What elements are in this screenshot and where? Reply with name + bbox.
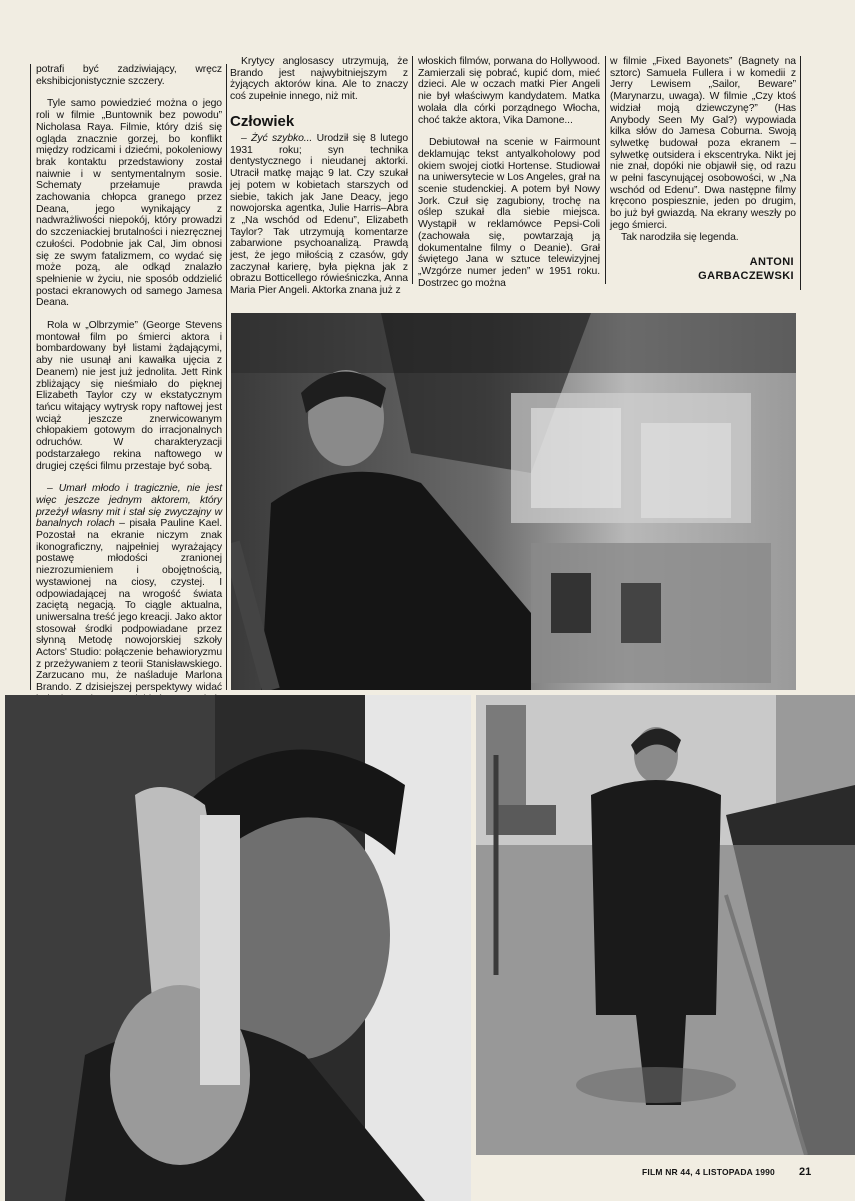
- author-first-name: ANTONI: [749, 256, 794, 268]
- author-last-name: GARBACZEWSKI: [698, 270, 794, 282]
- article-column-4: [610, 56, 796, 243]
- quote: – Umarł młodo i tragicznie, nie jest więc jeszcze jednym aktorem, który przeżył własny mit i stał się zwyczajny w banalnych rolach: [36, 483, 222, 530]
- column-rule: [605, 56, 606, 284]
- photo-image: [476, 695, 855, 1155]
- paragraph: Tak narodziła się legenda.: [621, 231, 739, 243]
- magazine-footer: FILM NR 44, 4 LISTOPADA 1990: [642, 1167, 775, 1177]
- paragraph: w filmie „Fixed Bayonets” (Bagnety na sztorc) Samuela Fullera i w komedii z Jerry Lewisem „Sailor, Beware” (Marynarzu, uwaga). W filmie „Czy ktoś widział moją dziewczynę?” (Has Anybody Seen My Gal?) wypowiada kilka słów do Jamesa Coburna. Swoją sylwetkę budował poza ekranem – sylwetkę outsidera i ekscentryka. Nikt jej nie znał, dopóki nie objawił się, od razu w pełni fascynującej osobowości, w „Na wschód od Edenu”. Dwa następne filmy kręcono pospiesznie, jeden po drugim, bo już był gwiazdą. Na ekrany weszły po jego śmierci.: [610, 56, 796, 231]
- james-dean-closeup-photo: [5, 695, 471, 1201]
- article-column-1: [36, 64, 222, 729]
- james-dean-times-square-photo: [476, 695, 855, 1155]
- paragraph: Krytycy anglosascy utrzymują, że Brando jest najwybitniejszym z żyjących aktorów kina. Ale to znaczy coś zupełnie innego, niż mit.: [230, 56, 408, 103]
- paragraph: Debiutował na scenie w Fairmount deklamując tekst antyalkoholowy pod okiem swojej ciotki Hortense. Studiował na uniwersytecie w Los Angeles, grał na scenie studenckiej. A potem był Nowy Jork. Czuł się zagubiony, trochę na oślep szukał dla siebie miejsca. Wystąpił w reklamówce Pepsi-Coli (zachowała się, powtarzają ją dokumentalne filmy o Deanie). Grał świętego Jana w sztuce telewizyjnej „Wzgórze numer jeden” w 1951 roku. Dostrzec go można: [418, 137, 600, 289]
- article-column-2-body: [230, 133, 408, 297]
- author-byline: [640, 255, 794, 283]
- paragraph: [36, 483, 222, 729]
- article-column-2: [230, 56, 408, 103]
- paragraph: Tyle samo powiedzieć można o jego roli w filmie „Buntownik bez powodu” Nicholasa Raya. Filmie, który dziś się ogląda znacznie gorzej, bo konflikt między rodzicami i dziećmi, pokoleniowy brak kontaktu przedstawiony został naiwnie i w sentymentalnym sosie. Schematy przełamuje prawda zachowania chłopca granego przez Deana, jego wynikający z nadwrażliwości niepokój, który prowadzi do szczeniackiej brutalności i niezręcznej czułości. Podobnie jak Cal, Jim obnosi się ze swym fatalizmem, co wydać się może pozą, ale odkąd znalazło spełnienie w życiu, nie sposób oddzielić postaci ekranowych od samego Jamesa Deana.: [36, 98, 222, 309]
- paragraph: potrafi być zadziwiający, wręcz ekshibicjonistycznie szczery.: [36, 64, 222, 87]
- photo-image: [231, 313, 796, 690]
- paragraph: Rola w „Olbrzymie” (George Stevens montował film po śmierci aktora i bombardowany był listami żądającymi, aby nie usunął ani kawałka ujęcia z Deanem) nie jest już jednolita. Jett Rink zbliżający się nieśmiało do pięknej Elizabeth Taylor czy w ekstatycznym tańcu witający wytrysk ropy naftowej jest wciąż jeszcze znerwicowanym chłopakiem gotowym do irracjonalnych odruchów. W charakteryzacji podstarzałego rekina naftowego w drugiej części filmu przestaje być sobą.: [36, 320, 222, 472]
- page-number: 21: [799, 1166, 812, 1178]
- article-column-3: [418, 56, 600, 289]
- section-heading: Człowiek: [230, 113, 295, 130]
- paragraph-text: Urodził się 8 lutego 1931 roku; syn technika dentystycznego i nieudanej aktorki. Utracił matkę mając 9 lat. Czy szukał jej potem w kobietach starszych od siebie, takich jak Jane Deacy, jego nowojorska agentka, Julie Harris–Abra z „Na wschód od Edenu”, Elizabeth Taylor? Tak utrzymują komentarze zabarwione psychoanalizą. Prawdą jest, że jego miłością z czasów, gdy zaczynał karierę, była piękna jak z obrazu Botticellego rówieśniczka, Anna Maria Pier Angeli. Aktorka znana już z: [230, 133, 408, 297]
- photo-image: [5, 695, 471, 1201]
- column-rule: [412, 56, 413, 284]
- paragraph: włoskich filmów, porwana do Hollywood. Zamierzali się pobrać, kupić dom, mieć dzieci. Ale w oczach matki Pier Angeli nie był właściwym kandydatem. Matka wolała dla córki porządnego Włocha, choć także aktora, Vika Damone...: [418, 56, 600, 126]
- paragraph-text: – pisała Pauline Kael. Pozostał na ekranie niczym znak ikonograficzny, najpełniej wyrażający postawę młodości zranionej niezrozumieniem i obojętnością, wystawionej na ciosy, czystej. I odpowiadającej na wrogość świata zaciętą negacją. To ciągle aktualna, uniwersalna treść jego kreacji. Jako aktor stosował środki podpowiadane przez słynną Metodę nowojorskiej szkoły Actors' Studio: połączenie behawioryzmu z przeżywaniem z teorii Stanisławskiego. Zarzucano mu, że naśladuje Marlona Brando. Z dzisiejszej perspektywy widać: [36, 518, 222, 694]
- quote: – Żyć szybko...: [241, 133, 313, 144]
- column-rule: [800, 56, 801, 290]
- james-dean-street-photo: [231, 313, 796, 690]
- paragraph: [230, 133, 408, 297]
- column-rule: [226, 64, 227, 690]
- column-rule: [30, 64, 31, 690]
